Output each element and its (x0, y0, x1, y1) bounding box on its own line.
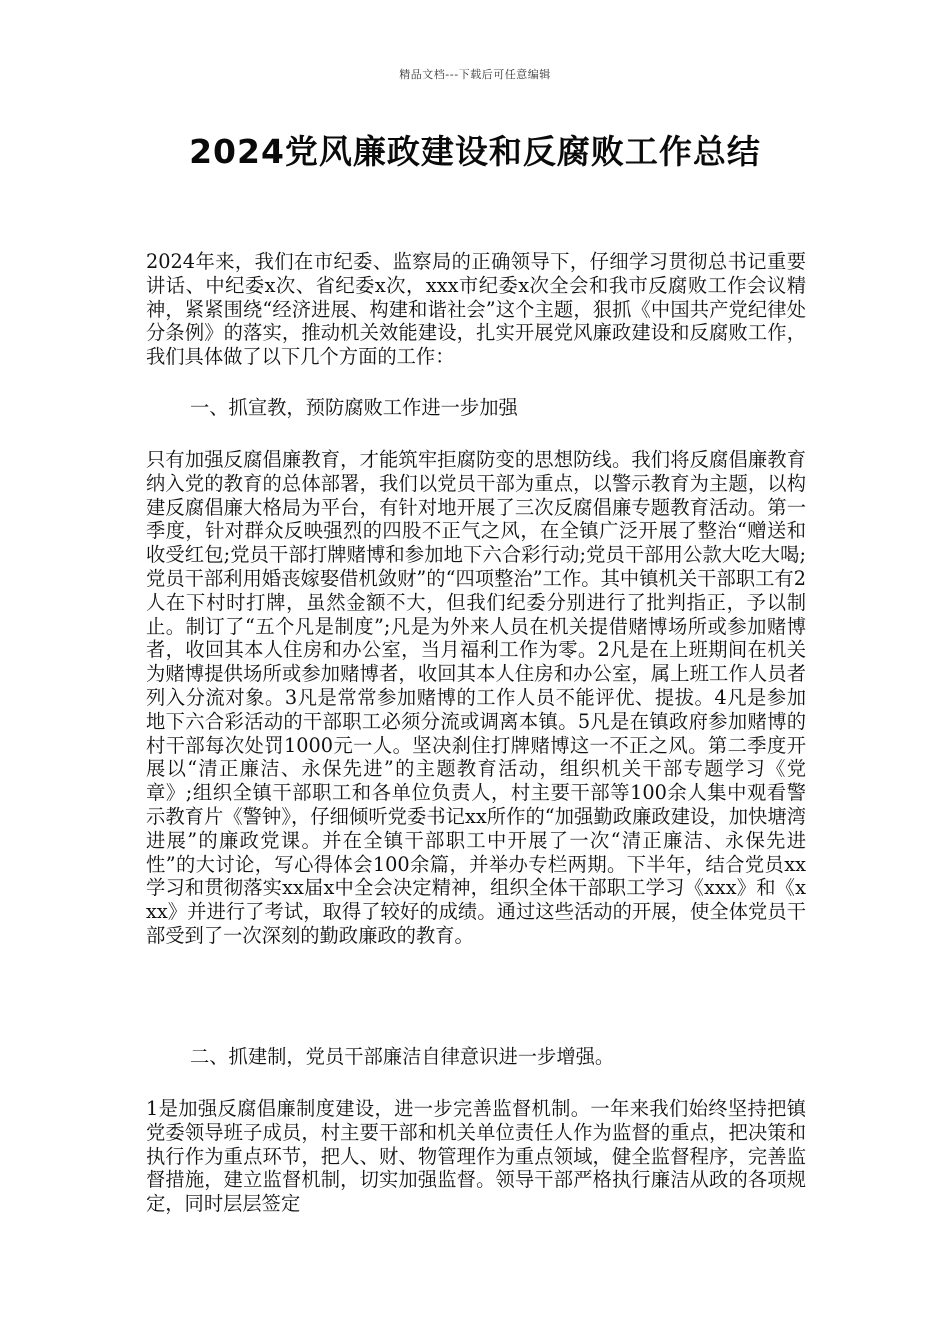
document-title: 2024党风廉政建设和反腐败工作总结 (189, 132, 761, 171)
section-1-paragraph: 只有加强反腐倡廉教育，才能筑牢拒腐防变的思想防线。我们将反腐倡廉教育纳入党的教育的总体部署，我们以党员干部为重点，以警示教育为主题，以构建反腐倡廉大格局为平台，有针对地开展了三次反腐倡廉专题教育活动。第一季度，针对群众反映强烈的四股不正气之风，在全镇广泛开展了整治“赠送和收受红包;党员干部打牌赌博和参加地下六合彩行动;党员干部用公款大吃大喝;党员干部利用婚丧嫁娶借机敛财”的“四项整治”工作。其中镇机关干部职工有2人在下村时打牌，虽然金额不大，但我们纪委分别进行了批判指正，予以制止。制订了“五个凡是制度”;凡是为外来人员在机关提借赌博场所或参加赌博者，收回其本人住房和办公室，当月福利工作为零。2凡是在上班期间在机关为赌博提供场所或参加赌博者，收回其本人住房和办公室，属上班工作人员者列入分流对象。3凡是常常参加赌博的工作人员不能评优、提拔。4凡是参加地下六合彩活动的干部职工必须分流或调离本镇。5凡是在镇政府参加赌博的村干部每次处罚1000元一人。坚决刹住打牌赌博这一不正之风。第二季度开展以“清正廉洁、永保先进”的主题教育活动，组织机关干部专题学习《党章》;组织全镇干部职工和各单位负责人，村主要干部等100余人集中观看警示教育片《警钟》，仔细倾听党委书记xx所作的“加强勤政廉政建设，加快塘湾进展”的廉政党课。并在全镇干部职工中开展了一次“清正廉洁、永保先进性”的大讨论，写心得体会100余篇，并举办专栏两期。下半年，结合党员xx学习和贯彻落实xx届x中全会决定精神，组织全体干部职工学习《xxx》和《xxx》并进行了考试，取得了较好的成绩。通过这些活动的开展，使全体党员干部受到了一次深刻的勤政廉政的教育。 (146, 448, 806, 947)
intro-paragraph: 2024年来，我们在市纪委、监察局的正确领导下，仔细学习贯彻总书记重要讲话、中纪委x次、省纪委x次，xxx市纪委x次全会和我市反腐败工作会议精神，紧紧围绕“经济进展、构建和谐社会”这个主题，狠抓《中国共产党纪律处分条例》的落实，推动机关效能建设，扎实开展党风廉政建设和反腐败工作，我们具体做了以下几个方面的工作： (146, 250, 806, 369)
section-2-paragraph: 1是加强反腐倡廉制度建设，进一步完善监督机制。一年来我们始终坚持把镇党委领导班子成员，村主要干部和机关单位责任人作为监督的重点，把决策和执行作为重点环节，把人、财、物管理作为重点领域，健全监督程序，完善监督措施，建立监督机制，切实加强监督。领导干部严格执行廉洁从政的各项规定，同时层层签定 (146, 1097, 806, 1216)
header-note: 精品文档---下载后可任意编辑 (399, 68, 551, 81)
section-1-heading: 一、抓宣教，预防腐败工作进一步加强 (190, 396, 518, 419)
section-2-heading: 二、抓建制，党员干部廉洁自律意识进一步增强。 (190, 1045, 615, 1068)
